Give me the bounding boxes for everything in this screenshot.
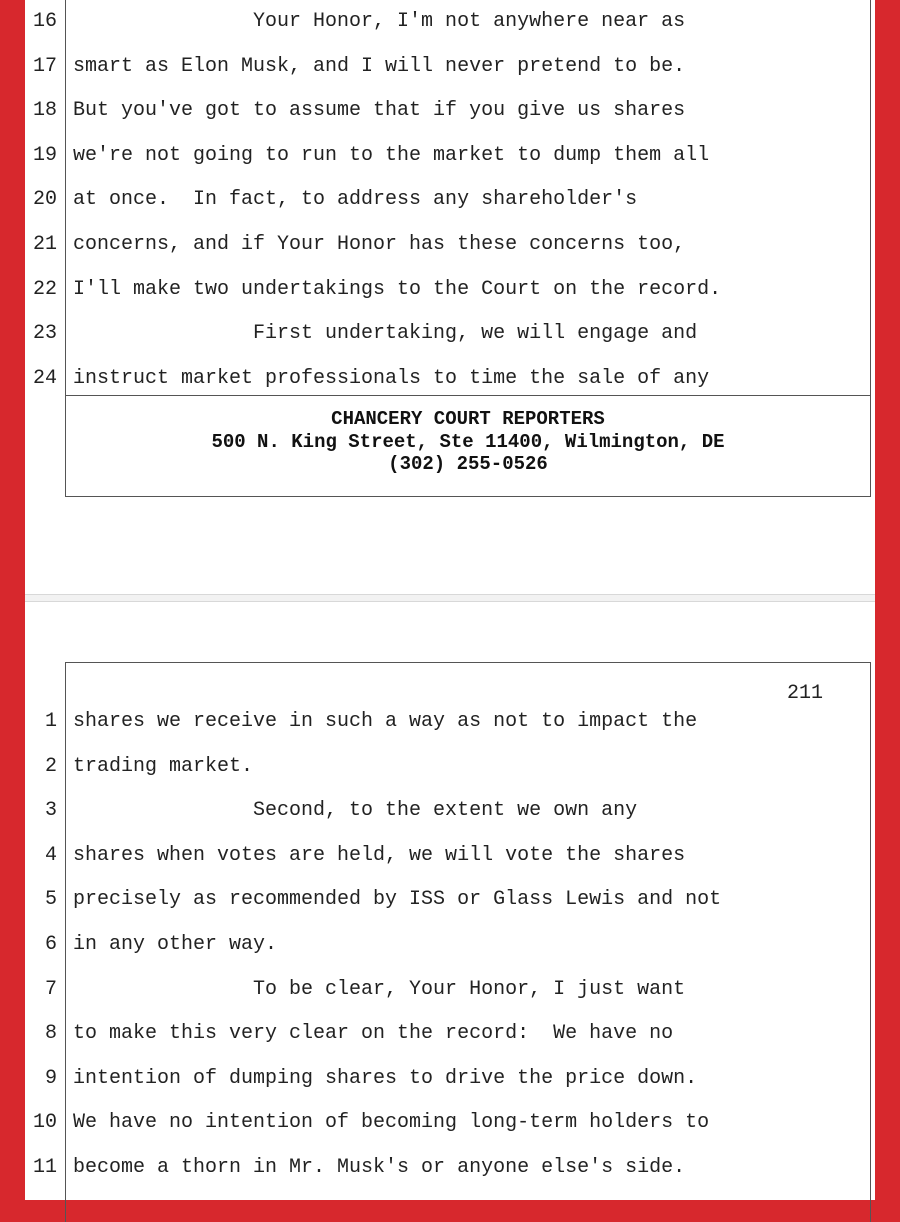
line-text: to make this very clear on the record: We have no — [73, 1022, 674, 1046]
reporter-address: 500 N. King Street, Ste 11400, Wilmington, DE — [211, 430, 725, 453]
line-text: in any other way. — [73, 933, 278, 956]
transcript-line — [25, 55, 865, 100]
transcript-line — [25, 710, 865, 755]
transcript-line — [25, 1111, 865, 1156]
line-number: 11 — [32, 1156, 57, 1179]
transcript-line — [25, 1067, 865, 1112]
line-number: 5 — [44, 888, 57, 912]
transcript-line — [25, 1022, 865, 1067]
transcript-line — [25, 933, 865, 978]
transcript-line — [25, 322, 865, 367]
line-number: 10 — [32, 1111, 57, 1135]
page-separator — [25, 594, 875, 602]
line-text: We have no intention of becoming long-term holders to — [73, 1111, 710, 1135]
line-number: 2 — [44, 754, 57, 778]
transcript-line — [25, 278, 865, 323]
transcript-line — [25, 1156, 865, 1201]
line-number: 8 — [44, 1022, 57, 1046]
line-text: First undertaking, we will engage and — [73, 322, 698, 346]
line-number: 9 — [44, 1066, 57, 1090]
transcript-line — [25, 799, 865, 844]
line-number: 4 — [44, 843, 57, 867]
document-viewer[interactable] — [25, 0, 875, 1200]
transcript-line — [25, 144, 865, 189]
line-text: Your Honor, I'm not anywhere near as — [73, 10, 686, 33]
line-text: concerns, and if Your Honor has these concerns too, — [73, 233, 686, 256]
line-text: precisely as recommended by ISS or Glass Lewis and not — [73, 888, 722, 912]
line-number: 22 — [32, 277, 57, 301]
transcript-line — [25, 10, 865, 55]
line-number: 1 — [44, 710, 57, 733]
page-number: 211 — [787, 682, 824, 705]
transcript-page-211 — [25, 602, 875, 1200]
line-text: smart as Elon Musk, and I will never pretend to be. — [73, 54, 686, 78]
line-number: 21 — [32, 233, 57, 256]
line-text: I'll make two undertakings to the Court on the record. — [73, 277, 722, 301]
line-text: But you've got to assume that if you give us shares — [73, 99, 686, 123]
line-number: 3 — [44, 799, 57, 823]
line-number: 18 — [32, 99, 57, 123]
transcript-line — [25, 233, 865, 278]
reporter-name: CHANCERY COURT REPORTERS — [331, 408, 605, 430]
line-text: To be clear, Your Honor, I just want — [73, 977, 686, 1001]
line-text: intention of dumping shares to drive the price down. — [73, 1066, 698, 1090]
line-number: 6 — [44, 933, 57, 956]
line-number: 7 — [44, 977, 57, 1001]
transcript-line — [25, 99, 865, 144]
line-text: trading market. — [73, 754, 254, 778]
line-number: 19 — [32, 143, 57, 167]
reporter-phone: (302) 255-0526 — [388, 453, 548, 475]
line-text: at once. In fact, to address any shareholder's — [73, 188, 638, 212]
line-number: 20 — [32, 188, 57, 212]
line-number: 23 — [32, 322, 57, 346]
transcript-line — [25, 888, 865, 933]
transcript-line — [25, 188, 865, 233]
line-number: 17 — [32, 54, 57, 78]
line-text: shares we receive in such a way as not to impact the — [73, 710, 698, 733]
transcript-page-210 — [25, 0, 875, 598]
line-text: instruct market professionals to time the sale of any — [73, 366, 710, 390]
transcript-line — [25, 844, 865, 889]
transcript-line — [25, 978, 865, 1023]
line-number: 24 — [32, 366, 57, 390]
line-number: 16 — [32, 10, 57, 33]
line-text: Second, to the extent we own any — [73, 799, 638, 823]
transcript-line — [25, 755, 865, 800]
line-text: become a thorn in Mr. Musk's or anyone else's side. — [73, 1156, 686, 1179]
reporter-footer — [65, 395, 871, 497]
line-text: shares when votes are held, we will vote the shares — [73, 843, 686, 867]
line-text: we're not going to run to the market to dump them all — [73, 143, 710, 167]
